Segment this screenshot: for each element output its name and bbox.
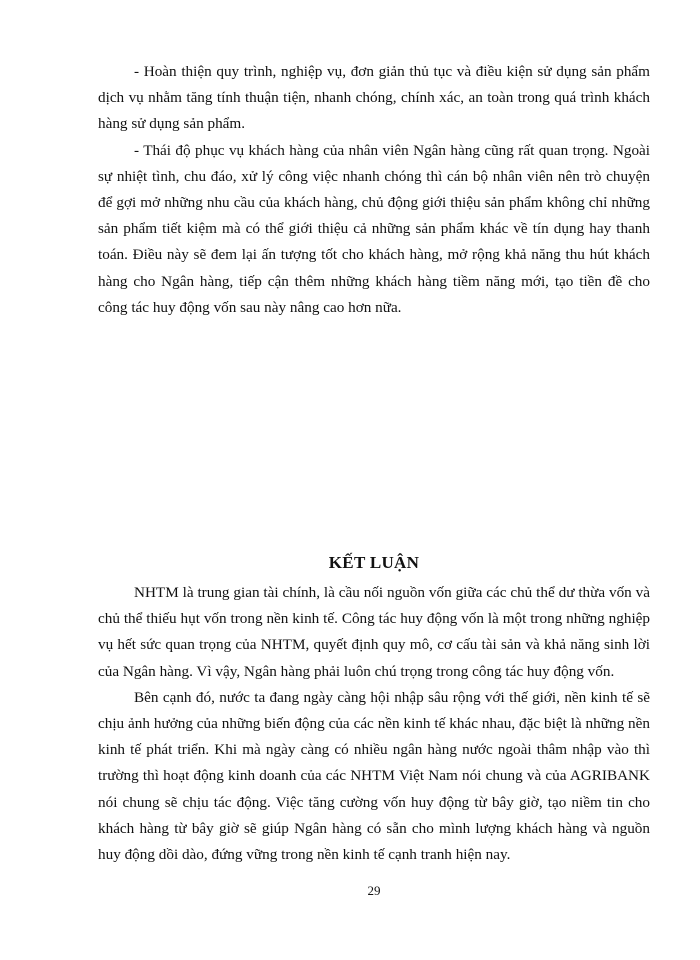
conclusion-paragraph-role: NHTM là trung gian tài chính, là cầu nối nguồn vốn giữa các chủ thể dư thừa vốn và chủ thể thiếu hụt vốn trong nền kinh tế. Công tác huy động vốn là một trong những nghiệp vụ hết sức quan trọng của NHTM, quyết định quy mô, cơ cấu tài sản và khả năng sinh lời của Ngân hàng. Vì vậy, Ngân hàng phải luôn chú trọng trong công tác huy động vốn. (98, 584, 650, 680)
conclusion-paragraph-integration: Bên cạnh đó, nước ta đang ngày càng hội nhập sâu rộng với thế giới, nền kinh tế sẽ chịu ảnh hưởng của những biến động của các nền kinh tế khác nhau, đặc biệt là những nền kinh tế phát triển. Khi mà ngày càng có nhiều ngân hàng nước ngoài thâm nhập vào thì trường thì hoạt động kinh doanh của các NHTM Việt Nam nói chung và của AGRIBANK nói chung sẽ chịu tác động. Việc tăng cường vốn huy động từ bây giờ, tạo niềm tin cho khách hàng từ bây giờ sẽ giúp Ngân hàng có sẵn cho mình lượng khách hàng và nguồn huy động dồi dào, đứng vững trong nền kinh tế cạnh tranh hiện nay. (98, 688, 650, 864)
page-number: 29 (367, 883, 381, 898)
conclusion-heading: KẾT LUẬN (328, 553, 420, 572)
intro-section (98, 59, 650, 321)
intro-paragraph-process: - Hoàn thiện quy trình, nghiệp vụ, đơn giản thủ tục và điều kiện sử dụng sản phẩm dịch vụ nhằm tăng tính thuận tiện, nhanh chóng, chính xác, an toàn trong quá trình khách hàng sử dụng sản phẩm. (98, 63, 650, 133)
intro-paragraph-service-attitude: - Thái độ phục vụ khách hàng của nhân viên Ngân hàng cũng rất quan trọng. Ngoài sự nhiệt tình, chu đáo, xử lý công việc nhanh chóng thì cán bộ nhân viên nên trò chuyện để gợi mở những nhu cầu của khách hàng, chủ động giới thiệu sản phẩm không chỉ những sản phẩm tiết kiệm mà có thể giới thiệu cả những sản phẩm khác về tín dụng hay thanh toán. Điều này sẽ đem lại ấn tượng tốt cho khách hàng, mở rộng khả năng thu hút khách hàng cho Ngân hàng, tiếp cận thêm những khách hàng tiềm năng mới, tạo tiền đề cho công tác huy động vốn sau này nâng cao hơn nữa. (98, 141, 650, 316)
conclusion-section (98, 580, 650, 868)
